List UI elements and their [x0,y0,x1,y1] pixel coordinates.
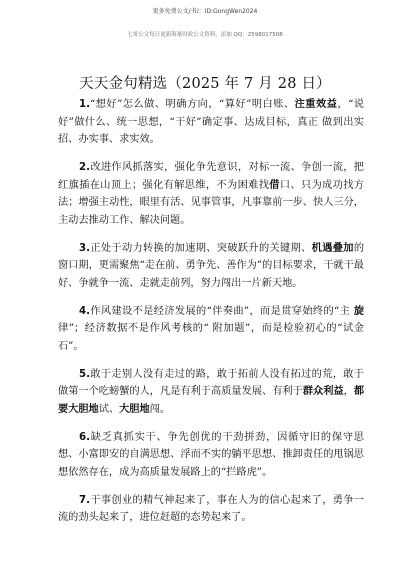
quote-paragraph-4 [58,303,364,356]
body-text: 试、 [98,403,120,415]
emphasis-text: 6. [79,431,90,443]
body-text: 缺乏真抓实干、争先创优的干劲拼劲，因循守旧的保守思想、小富即安的自满思想、浮而不实的躺平思想、推卸责任的甩锅思想依然存在，成为高质量发展路上的“拦路虎”。 [58,431,364,478]
emphasis-text: 4. [79,305,90,317]
body-text: 律”；经济数据不是作风考核的“ 附加题”，而是检验初心的“试金石”。 [58,323,364,352]
quote-paragraph-6 [58,429,364,482]
body-text: 敢于走别人没有走过的路，敢于拓前人没有拓过的荒，敢于做第一个吃螃蟹的人，凡是有利于高质量发展、有利于 [58,368,364,397]
source-note: 七哥公文每日更新海量时政公文资料，添加 QQ：2598017508 [127,32,283,38]
emphasis-text: 大胆地 [119,403,150,415]
body-text: ， [343,386,354,397]
emphasis-text: 旋 [353,305,364,317]
quote-paragraph-1 [58,96,364,149]
emphasis-text: 机遇叠加 [311,242,354,254]
body-text: 作风建设不是经济发展的“伴奏曲”，而是贯穿始终的“主 [89,305,354,317]
emphasis-text: 7. [79,494,90,506]
body-text: ，“说好”做什么、统一思想，“干好”确定事、达成目标，真正 做到出实招、办实事、求实效。 [58,99,364,145]
page-title: 天天金句精选（2025 年 7 月 28 日） [79,76,331,92]
quote-paragraph-2 [58,159,364,229]
quote-paragraph-5 [58,366,364,419]
body-text: “想好”怎么做、明确方向，“算好”明白账、 [89,99,295,110]
body-text: 的窗口期，更需聚焦“走在前、勇争先、善作为”的目标要求，干就干最好、争就争一流、走就走前列，努力闯出一片新天地。 [58,242,365,289]
emphasis-text: 借 [269,179,280,191]
body-text: 改进作风抓落实，强化争先意识，对标一流、争创一流，把红旗插在山顶上；强化有解思维，不为困难找 [58,162,364,191]
emphasis-text: 都要大胆地 [58,386,365,415]
emphasis-text: 2. [79,162,90,173]
emphasis-text: 注重效益 [294,99,338,110]
quote-paragraph-3 [58,240,364,293]
body-text: 干事创业的精气神起来了，事在人为的信心起来了，勇争一流的劲头起来了，进位赶超的态势起来了。 [58,494,364,523]
emphasis-text: 群众利益 [302,386,344,397]
emphasis-text: 3. [79,242,90,254]
quote-paragraph-7 [58,492,364,527]
emphasis-text: 1. [79,99,90,110]
quotes-list [58,96,364,537]
watermark-header-note: 更多免费公文/书/：ID:GongWen2024 [152,8,258,15]
body-text: 闯。 [149,403,171,415]
body-text: 口、只为成功找方法；增强主动性，眼里有活、见事管事，凡事靠前一步、快人三分，主动去推动工作、解决问题。 [58,179,365,226]
emphasis-text: 5. [79,368,90,380]
body-text: 正处于动力转换的加速期、突破跃升的关键期、 [89,242,312,254]
